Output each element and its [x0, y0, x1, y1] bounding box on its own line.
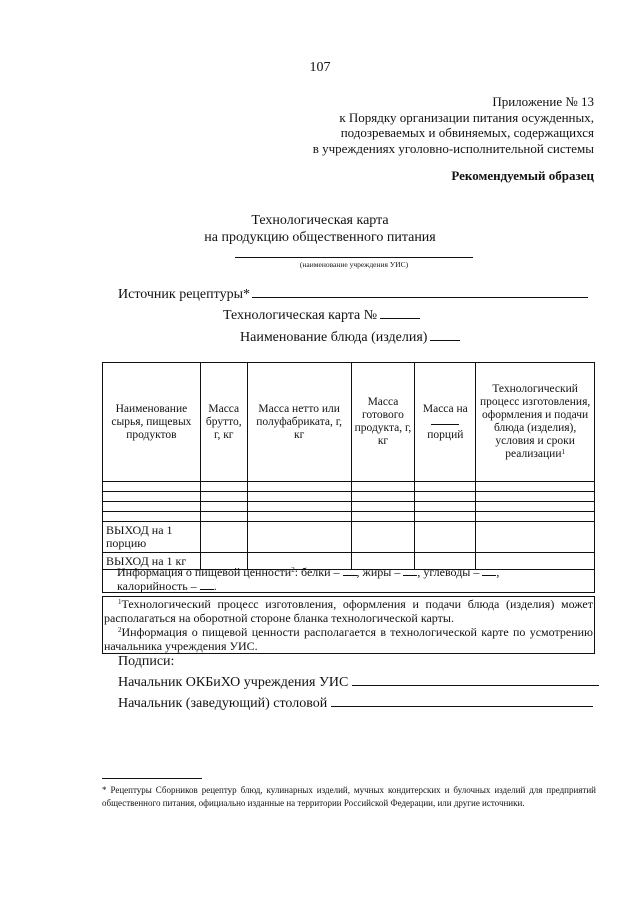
header-ready-mass: Масса готового продукта, г, кг	[351, 363, 415, 482]
header-net-mass: Масса нетто или полуфабриката, г, кг	[247, 363, 351, 482]
signature-canteen-label: Начальник (заведующий) столовой	[118, 696, 328, 711]
note-1: $^1$Технологический процесс изготовления, оформления и подачи блюда (изделия) может располагаться на оборотной стороне бланка технологической карты.	[104, 597, 593, 625]
dish-name-field[interactable]	[430, 328, 460, 341]
nutrition-fats-label: , жиры –	[356, 565, 401, 579]
carbs-field[interactable]	[482, 575, 496, 576]
signature-row-okbiho	[118, 671, 599, 692]
calories-field[interactable]	[200, 589, 214, 590]
header-portions-prefix: Масса на	[422, 402, 468, 415]
dish-name-label: Наименование блюда (изделия)	[240, 330, 428, 345]
nutrition-proteins-label: : белки –	[294, 565, 340, 579]
output-portion-portions[interactable]	[415, 522, 476, 553]
signature-canteen-field[interactable]	[331, 692, 593, 707]
signature-okbiho-field[interactable]	[352, 671, 599, 686]
appendix-line: в учреждениях уголовно-исполнительной системы	[312, 140, 594, 156]
output-portion-row	[103, 522, 595, 553]
card-title	[0, 212, 640, 246]
output-kg-label: ВЫХОД на 1 кг	[103, 553, 201, 570]
fats-field[interactable]	[403, 575, 417, 576]
table-row[interactable]	[103, 492, 595, 502]
footnote-marker: 2	[118, 626, 122, 634]
output-portion-label: ВЫХОД на 1 порцию	[103, 522, 201, 553]
output-portion-process[interactable]	[476, 522, 595, 553]
recipe-source-label: Источник рецептуры*	[118, 287, 250, 302]
card-number-field[interactable]	[380, 306, 420, 319]
header-raw-materials: Наименование сырья, пищевых продуктов	[103, 363, 201, 482]
institution-caption: (наименование учреждения УИС)	[299, 260, 409, 269]
card-title-line: на продукцию общественного питания	[204, 230, 436, 245]
footnote-divider	[102, 778, 202, 779]
nutrition-label: Информация о пищевой ценности	[117, 565, 292, 579]
nutrition-carbs-label: , углеводы –	[417, 565, 480, 579]
signatures-block	[118, 653, 599, 713]
header-portions	[415, 363, 476, 482]
appendix-line: к Порядку организации питания осужденных,	[339, 109, 594, 125]
table-row[interactable]	[103, 512, 595, 522]
table-header-row	[103, 363, 595, 482]
header-portions-suffix: порций	[427, 428, 464, 441]
output-portion-ready[interactable]	[351, 522, 415, 553]
portions-count-field[interactable]	[431, 424, 459, 425]
appendix-header	[300, 94, 594, 156]
appendix-line: Приложение № 13	[492, 94, 594, 109]
card-title-line: Технологическая карта	[251, 213, 389, 228]
signature-okbiho-label: Начальник ОКБиХО учреждения УИС	[118, 675, 349, 690]
output-portion-net[interactable]	[247, 522, 351, 553]
signatures-title: Подписи:	[118, 654, 175, 669]
table-row[interactable]	[103, 502, 595, 512]
footnote-text: * Рецептуры Сборников рецептур блюд, кулинарных изделий, мучных кондитерских и булочных изделий для предприятий общественного питания, официально изданные на территории Российской Федерации, или другие источники.	[102, 785, 596, 808]
institution-fill-line[interactable]	[235, 257, 473, 258]
card-number-row	[223, 306, 420, 324]
header-process: Технологический процесс изготовления, оформления и подачи блюда (изделия), условия и сроки реализации$^1$	[476, 363, 595, 482]
proteins-field[interactable]	[343, 575, 357, 576]
notes-block	[102, 596, 595, 654]
footnote-marker: 1	[118, 598, 122, 606]
signature-row-canteen	[118, 692, 599, 713]
appendix-line: подозреваемых и обвиняемых, содержащихся	[340, 125, 594, 140]
recipe-source-field[interactable]	[252, 284, 588, 298]
table-row[interactable]	[103, 482, 595, 492]
recipe-source-row	[118, 284, 588, 303]
footnote-marker: 2	[291, 566, 295, 574]
header-gross-mass: Масса брутто, г, кг	[200, 363, 247, 482]
page-number: 107	[309, 60, 331, 75]
recommended-label: Рекомендуемый образец	[451, 168, 594, 183]
note-2: $^2$Информация о пищевой ценности располагается в технологической карте по усмотрению начальника учреждения УИС.	[104, 625, 593, 653]
nutrition-info: Информация о пищевой ценности$^2$: белки – , жиры – , углеводы – , калорийность – .	[102, 566, 595, 593]
technology-table	[102, 362, 595, 570]
footnote-marker: 1	[561, 448, 565, 456]
dish-name-row	[240, 328, 460, 346]
nutrition-calories-label: калорийность –	[117, 578, 197, 593]
card-number-label: Технологическая карта №	[223, 308, 378, 323]
output-portion-gross[interactable]	[200, 522, 247, 553]
